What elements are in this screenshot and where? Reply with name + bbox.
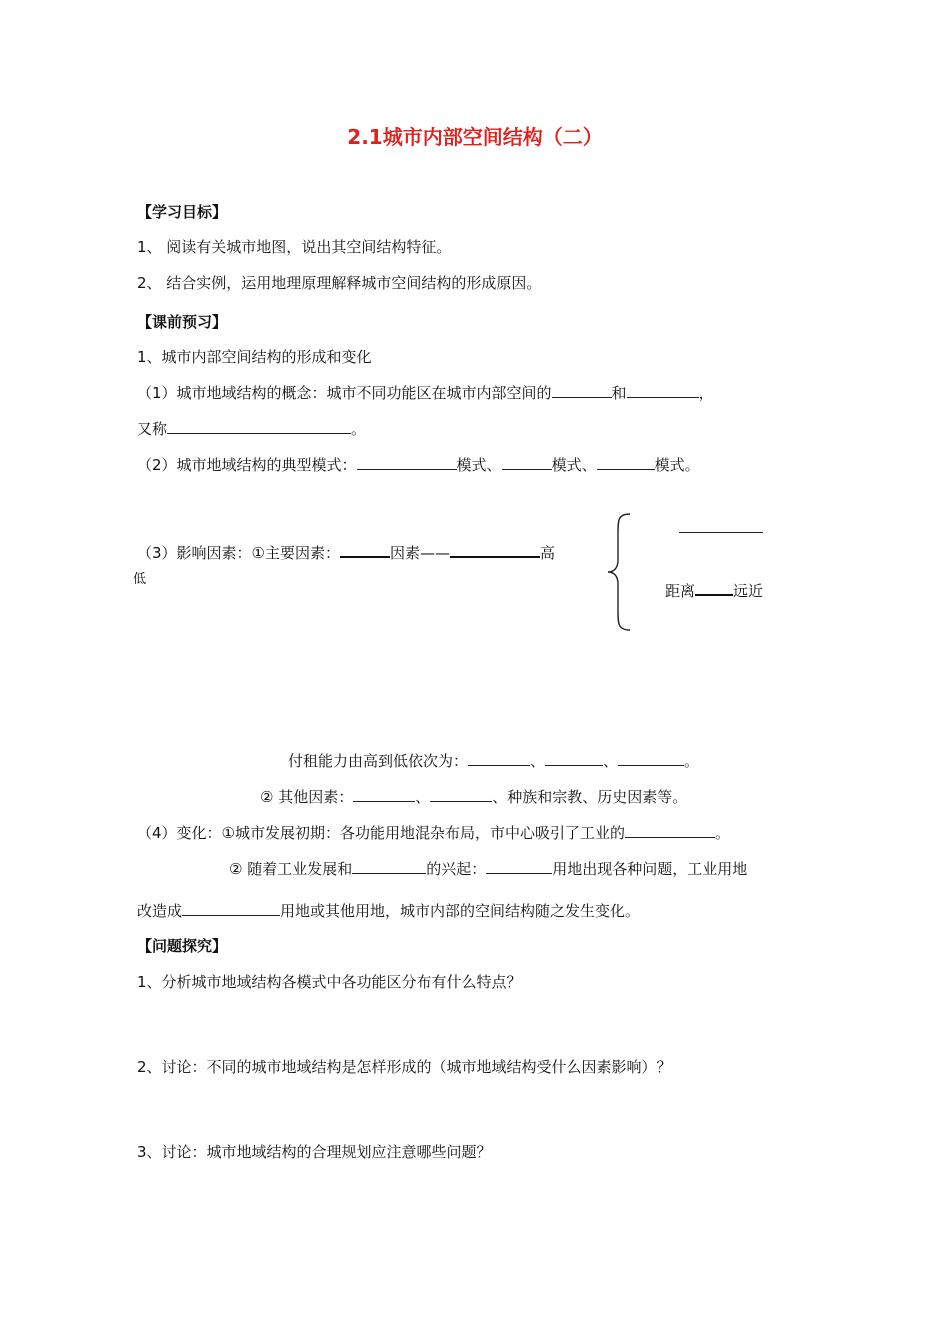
rent-text: 付租能力由高到低依次为：: [288, 752, 469, 770]
blank-field[interactable]: [182, 901, 280, 916]
item-1-text-e: 。: [351, 420, 367, 438]
curly-brace: [606, 510, 634, 634]
preview-heading: 【课前预习】: [137, 313, 228, 331]
item-3-line: [137, 542, 555, 563]
rent-sep: 、: [603, 752, 619, 770]
item-3-text-b: 因素——: [390, 544, 451, 562]
item-1-text-b: 和: [611, 384, 627, 402]
item-1-line-2: [137, 419, 366, 439]
item-2-text-c: 模式、: [551, 456, 597, 474]
explore-heading: 【问题探究】: [137, 937, 228, 955]
question-2: 2、讨论：不同的城市地域结构是怎样形成的（城市地域结构受什么因素影响）？: [137, 1058, 672, 1076]
item-4-text-a: （4）变化：①城市发展初期：各功能用地混杂布局，市中心吸引了工业的: [137, 824, 625, 842]
other-sep: 、: [415, 788, 431, 806]
other-text-b: 、种族和宗教、历史因素等。: [492, 788, 688, 806]
blank-field[interactable]: [353, 787, 415, 802]
blank-field[interactable]: [625, 823, 715, 838]
blank-field[interactable]: [340, 542, 390, 558]
blank-field[interactable]: [502, 455, 552, 470]
blank-field[interactable]: [167, 419, 351, 434]
item-1-text-a: （1）城市地域结构的概念：城市不同功能区在城市内部空间的: [137, 384, 552, 402]
blank-field[interactable]: [468, 751, 530, 766]
item-4-line: [137, 823, 730, 843]
rent-end: 。: [684, 752, 700, 770]
brace-blank-top[interactable]: [679, 532, 763, 533]
preview-1: 1、城市内部空间结构的形成和变化: [137, 348, 372, 366]
goal-1: 1、 阅读有关城市地图，说出其空间结构特征。: [137, 238, 452, 256]
item-3-text-a: （3）影响因素：①主要因素：: [137, 544, 340, 562]
rent-line: [288, 751, 699, 771]
goal-2: 2、 结合实例，运用地理原理解释城市空间结构的形成原因。: [137, 274, 542, 292]
goals-heading: 【学习目标】: [137, 203, 228, 221]
blank-field[interactable]: [695, 580, 733, 596]
question-3: 3、讨论：城市地域结构的合理规划应注意哪些问题？: [137, 1143, 492, 1161]
item-2-text-d: 模式。: [654, 456, 700, 474]
item-3-text-c: 高: [540, 544, 556, 562]
blank-field[interactable]: [352, 859, 426, 874]
distance-text-a: 距离: [665, 582, 696, 600]
item-4-text-c: 的兴起：: [426, 860, 487, 878]
blank-field[interactable]: [545, 751, 603, 766]
page-title: 2.1城市内部空间结构（二）: [347, 125, 603, 149]
other-text-a: ② 其他因素：: [260, 788, 354, 806]
item-3-low: 低: [133, 572, 147, 587]
blank-field[interactable]: [597, 455, 655, 470]
item-4-text-b: ② 随着工业发展和: [229, 860, 353, 878]
item-4-text-f: 用地或其他用地，城市内部的空间结构随之发生变化。: [280, 902, 641, 920]
blank-field[interactable]: [552, 383, 612, 398]
item-2-text-a: （2）城市地域结构的典型模式：: [137, 456, 357, 474]
blank-field[interactable]: [450, 542, 540, 558]
item-1-line: [137, 383, 714, 403]
distance-text-b: 远近: [733, 582, 764, 600]
blank-field[interactable]: [618, 751, 684, 766]
item-1-text-d: 又称: [137, 420, 168, 438]
item-4-text-d: 用地出现各种问题，工业用地: [552, 860, 748, 878]
item-4-text-e: 改造成: [137, 902, 183, 920]
rent-sep: 、: [530, 752, 546, 770]
blank-field[interactable]: [430, 787, 492, 802]
blank-field[interactable]: [627, 383, 699, 398]
other-factors-line: [260, 787, 687, 807]
item-2-text-b: 模式、: [456, 456, 502, 474]
item-2-line: [137, 455, 700, 475]
distance-line: [665, 580, 763, 601]
item-1-text-c: ，: [698, 384, 714, 402]
item-4-end: 。: [715, 824, 731, 842]
blank-field[interactable]: [357, 455, 457, 470]
item-4-line-2: [229, 859, 747, 879]
blank-field[interactable]: [486, 859, 552, 874]
item-4-line-3: [137, 901, 640, 921]
question-1: 1、分析城市地域结构各模式中各功能区分布有什么特点？: [137, 973, 522, 991]
